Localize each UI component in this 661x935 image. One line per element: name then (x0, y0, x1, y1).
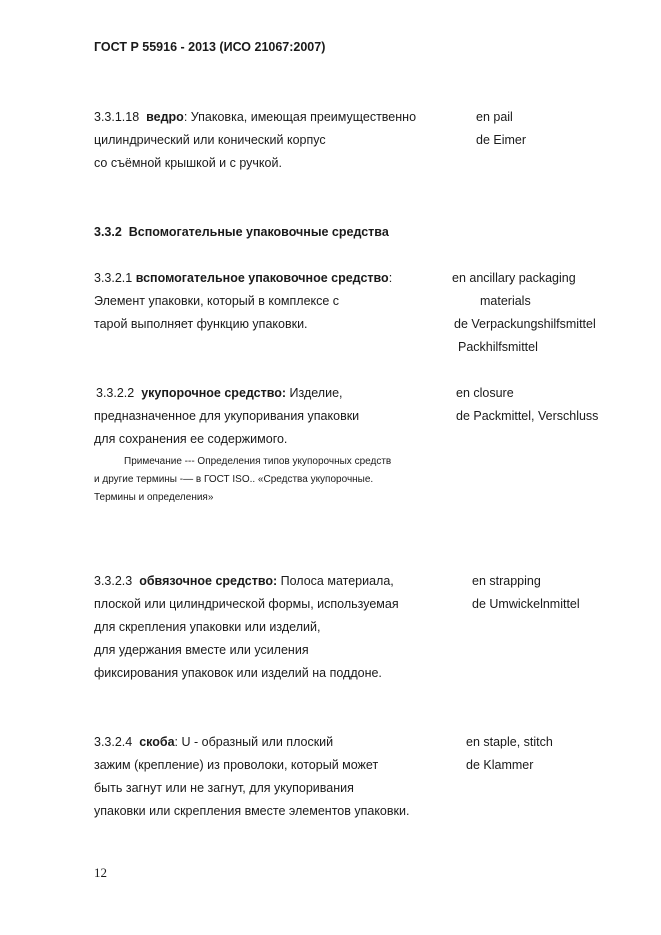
section-title: Вспомогательные упаковочные средства (128, 225, 389, 239)
english-equivalent: en pail (476, 110, 513, 124)
section-heading (94, 225, 389, 240)
term-entry-line (94, 735, 333, 750)
term-name: ведро (146, 110, 184, 124)
term-definition: Изделие, (286, 386, 343, 400)
note-line: Примечание --- Определения типов укупорочных средств (124, 456, 392, 467)
german-equivalent-cont: Packhilfsmittel (458, 340, 538, 354)
term-entry-line (94, 574, 394, 589)
term-definition-line: быть загнут или не загнут, для укупоривания (94, 781, 354, 795)
term-name: укупорочное средство: (141, 386, 287, 400)
term-entry-line (94, 110, 416, 125)
english-equivalent: en strapping (472, 574, 541, 588)
term-number: 3.3.1.18 (94, 110, 140, 124)
term-definition-line: со съёмной крышкой и с ручкой. (94, 156, 282, 170)
german-equivalent: de Klammer (466, 758, 534, 772)
term-name: скоба (139, 735, 175, 749)
term-number: 3.3.2.2 (96, 386, 135, 400)
term-number: 3.3.2.1 (94, 271, 133, 285)
term-entry-line (94, 271, 392, 286)
term-definition-line: цилиндрический или конический корпус (94, 133, 326, 147)
english-equivalent-cont: materials (480, 294, 531, 308)
term-name: обвязочное средство: (139, 574, 278, 588)
term-entry-line (96, 386, 343, 401)
section-number: 3.3.2 (94, 225, 122, 239)
note-line: и другие термины -— в ГОСТ ISO.. «Средства укупорочные. (94, 474, 374, 485)
german-equivalent: de Verpackungshilfsmittel (454, 317, 596, 331)
page-number: 12 (94, 865, 107, 880)
english-equivalent: en closure (456, 386, 514, 400)
term-definition: Полоса материала, (277, 574, 394, 588)
term-definition-line: для удержания вместе или усиления (94, 643, 309, 657)
term-definition-line: для сохранения ее содержимого. (94, 432, 288, 446)
term-definition-line: тарой выполняет функцию упаковки. (94, 317, 308, 331)
term-definition-line: упаковки или скрепления вместе элементов упаковки. (94, 804, 410, 818)
term-definition-line: предназначенное для укупоривания упаковки (94, 409, 360, 423)
term-number: 3.3.2.3 (94, 574, 133, 588)
term-definition-line: фиксирования упаковок или изделий на поддоне. (94, 666, 382, 680)
term-definition-line: Элемент упаковки, который в комплексе с (94, 294, 340, 308)
german-equivalent: de Eimer (476, 133, 527, 147)
term-definition-line: для скрепления упаковки или изделий, (94, 620, 321, 634)
term-definition: : Упаковка, имеющая преимущественно (183, 110, 417, 124)
term-colon: : (388, 271, 393, 285)
english-equivalent: en staple, stitch (466, 735, 553, 749)
term-definition-line: зажим (крепление) из проволоки, который может (94, 758, 379, 772)
document-header: ГОСТ Р 55916 - 2013 (ИСО 21067:2007) (94, 40, 326, 54)
term-definition: : U - образный или плоский (174, 735, 334, 749)
english-equivalent: en ancillary packaging (452, 271, 576, 285)
term-number: 3.3.2.4 (94, 735, 133, 749)
german-equivalent: de Umwickelnmittel (472, 597, 580, 611)
term-definition-line: плоской или цилиндрической формы, используемая (94, 597, 399, 611)
term-name: вспомогательное упаковочное средство (135, 271, 389, 285)
german-equivalent: de Packmittel, Verschluss (456, 409, 599, 423)
note-line: Термины и определения» (94, 492, 214, 503)
